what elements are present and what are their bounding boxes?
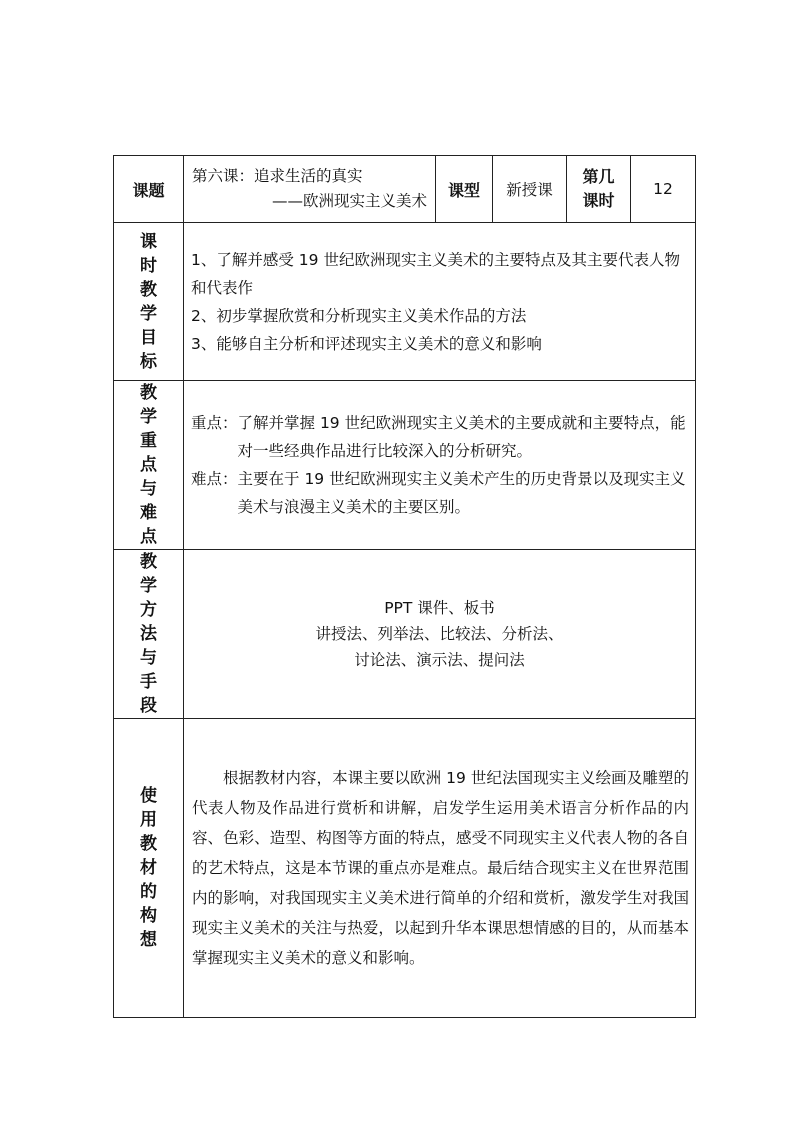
period-value: 12: [631, 156, 696, 223]
materials-label-cell: [114, 719, 184, 1018]
difficult-point-label: 难点：: [191, 470, 238, 488]
methods-label-cell: [114, 550, 184, 719]
methods-line2: 讲授法、列举法、比较法、分析法、: [315, 625, 564, 643]
difficult-point: [191, 465, 689, 521]
key-point-text: 了解并掌握 19 世纪欧洲现实主义美术的主要成就和主要特点，能对一些经典作品进行比较深入的分析研究。: [237, 414, 686, 460]
objectives-row: [114, 223, 696, 381]
key-point: [191, 409, 689, 465]
lesson-plan-table: [113, 155, 696, 1018]
lesson-title-line1: 第六课：追求生活的真实: [192, 167, 363, 185]
objective-item: 3、能够自主分析和评述现实主义美术的意义和影响: [191, 334, 542, 353]
lesson-label: 课题: [114, 156, 184, 223]
period-label-line1: 第几: [582, 167, 615, 186]
objectives-content: [184, 223, 696, 381]
objectives-label: 课时教学目标: [140, 231, 157, 372]
lesson-title: [184, 156, 436, 223]
type-label: 课型: [436, 156, 493, 223]
key-points-label: 教学重点与难点: [140, 383, 157, 547]
objective-item: 2、初步掌握欣赏和分析现实主义美术作品的方法: [191, 306, 527, 325]
header-row: [114, 156, 696, 223]
period-label: [567, 156, 631, 223]
methods-label: 教学方法与手段: [140, 552, 157, 716]
key-points-row: [114, 381, 696, 550]
methods-content: [184, 550, 696, 719]
key-point-label: 重点：: [191, 414, 238, 432]
key-points-label-cell: [114, 381, 184, 550]
materials-label: 使用教材的构想: [140, 786, 157, 950]
key-points-content: [184, 381, 696, 550]
objectives-label-cell: [114, 223, 184, 381]
lesson-title-line2: ——欧洲现实主义美术: [271, 192, 427, 210]
type-value: 新授课: [493, 156, 567, 223]
methods-line1: PPT 课件、板书: [384, 599, 495, 617]
materials-text: 根据教材内容，本课主要以欧洲 19 世纪法国现实主义绘画及雕塑的代表人物及作品进行赏析和讲解，启发学生运用美术语言分析作品的内容、色彩、造型、构图等方面的特点，感受不同现实主义代表人物的各自的艺术特点，这是本节课的重点亦是难点。最后结合现实主义在世界范围内的影响，对我国现实主义美术进行简单的介绍和赏析，激发学生对我国现实主义美术的关注与热爱，以起到升华本课思想情感的目的，从而基本掌握现实主义美术的意义和影响。: [184, 719, 696, 1018]
objective-item: 1、了解并感受 19 世纪欧洲现实主义美术的主要特点及其主要代表人物和代表作: [191, 250, 680, 297]
materials-row: [114, 719, 696, 1018]
period-label-line2: 课时: [582, 191, 615, 210]
methods-line3: 讨论法、演示法、提问法: [354, 651, 525, 669]
methods-row: [114, 550, 696, 719]
difficult-point-text: 主要在于 19 世纪欧洲现实主义美术产生的历史背景以及现实主义美术与浪漫主义美术的主要区别。: [237, 470, 686, 516]
